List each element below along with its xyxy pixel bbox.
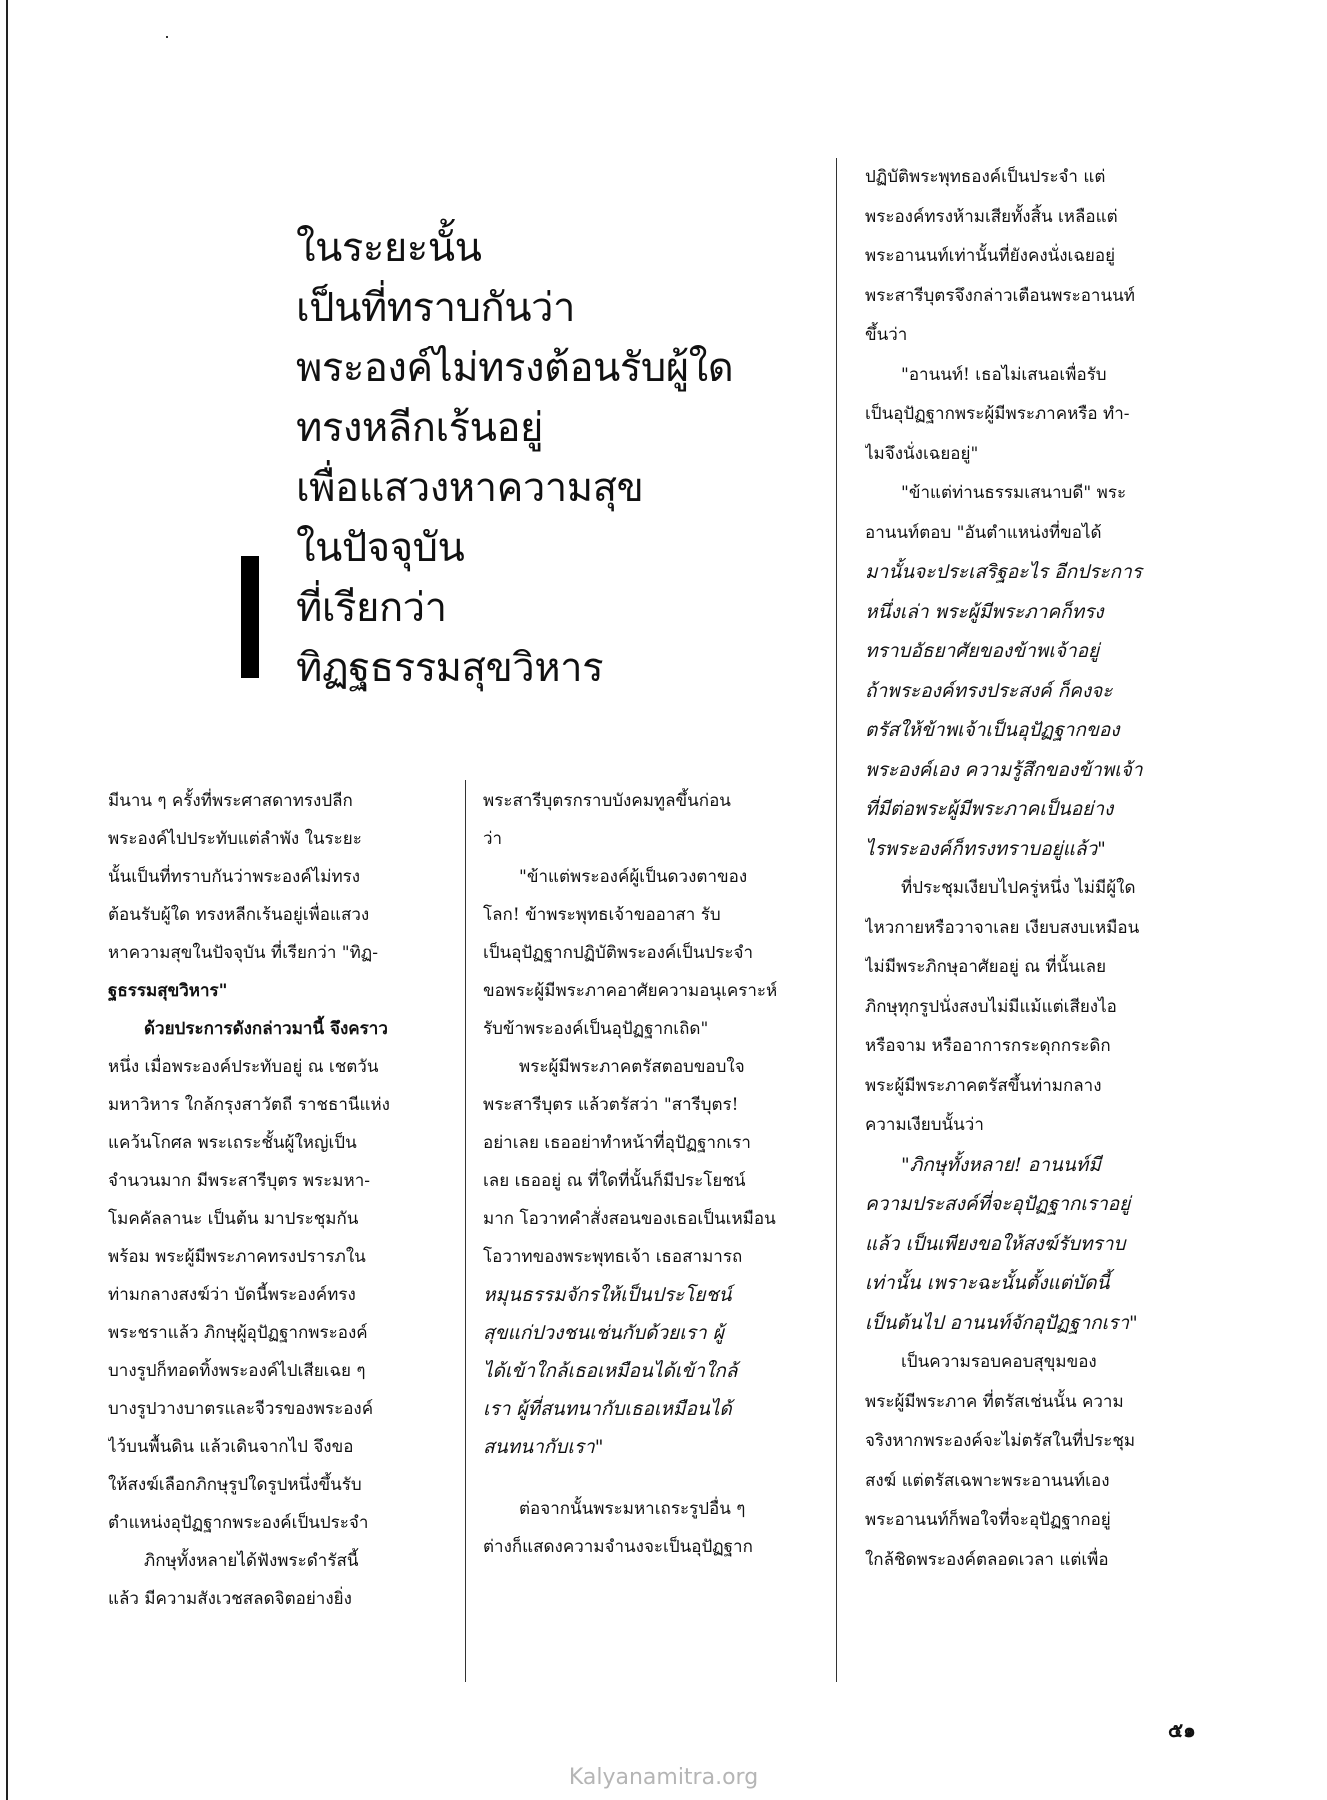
text-line: ไรพระองค์ก็ทรงทราบอยู่แล้ว" [865, 837, 1106, 860]
middle-column [483, 782, 818, 1566]
text-line: ใกล้ชิดพระองค์ตลอดเวลา แต่เพื่อ [865, 1549, 1109, 1570]
column-rule-left [465, 780, 466, 1682]
text-line: ตำแหน่งอุปัฏฐากพระองค์เป็นประจำ [108, 1513, 369, 1533]
text-line: ไหวกายหรือวาจาเลย เงียบสงบเหมือน [865, 917, 1140, 938]
text-line: ต่อจากนั้นพระมหาเถระรูปอื่น ๆ [519, 1499, 746, 1519]
pull-quote-line: เป็นที่ทราบกันว่า [296, 285, 575, 331]
text-line: พระชราแล้ว ภิกษุผู้อุปัฏฐากพระองค์ [108, 1323, 368, 1343]
text-line: เท่านั้น เพราะฉะนั้นตั้งแต่บัดนี้ [865, 1272, 1110, 1294]
text-line: บางรูปก็ทอดทิ้งพระองค์ไปเสียเฉย ๆ [108, 1361, 366, 1381]
text-line: พระสารีบุตร แล้วตรัสว่า "สารีบุตร! [483, 1095, 739, 1115]
text-line: ความประสงค์ที่จะอุปัฏฐากเราอยู่ [865, 1193, 1131, 1215]
text-line: หนึ่งเล่า พระผู้มีพระภาคก็ทรง [865, 600, 1104, 623]
text-line: อานนท์ตอบ "อันตำแหน่งที่ขอได้ [865, 522, 1102, 543]
text-line: ต่างก็แสดงความจำนงจะเป็นอุปัฏฐาก [483, 1537, 753, 1557]
text-line: ฐธรรมสุขวิหาร" [108, 981, 228, 1001]
text-line: พระสารีบุตรกราบบังคมทูลขึ้นก่อน [483, 791, 731, 811]
text-line: ได้เข้าใกล้เธอเหมือนได้เข้าใกล้ [483, 1360, 738, 1382]
text-line: ที่ประชุมเงียบไปครู่หนึ่ง ไม่มีผู้ใด [901, 878, 1136, 898]
text-line: มีนาน ๆ ครั้งที่พระศาสดาทรงปลีก [108, 791, 353, 811]
pull-quote-line: ที่เรียกว่า [296, 585, 447, 631]
text-line: หาความสุขในปัจจุบัน ที่เรียกว่า "ทิฏ- [108, 943, 378, 963]
text-line: "ข้าแต่พระองค์ผู้เป็นดวงตาของ [519, 867, 748, 887]
text-line: จำนวนมาก มีพระสารีบุตร พระมหา- [108, 1171, 371, 1191]
text-line: หนึ่ง เมื่อพระองค์ประทับอยู่ ณ เชตวัน [108, 1057, 379, 1077]
text-line: หรือจาม หรืออาการกระดุกกระดิก [865, 1036, 1111, 1056]
pull-quote-bar [241, 556, 259, 678]
text-line: ไมจึงนั่งเฉยอยู่" [865, 443, 979, 464]
text-line: โอวาทของพระพุทธเจ้า เธอสามารถ [483, 1247, 743, 1267]
text-line: ความเงียบนั้นว่า [865, 1115, 984, 1135]
text-line: ไม่มีพระภิกษุอาศัยอยู่ ณ ที่นั้นเลย [865, 957, 1107, 977]
text-line: ภิกษุทุกรูปนั่งสงบไม่มีแม้แต่เสียงไอ [865, 996, 1117, 1017]
text-line: เป็นอุปัฏฐากพระผู้มีพระภาคหรือ ทำ- [865, 404, 1130, 424]
text-line: พระองค์ไปประทับแต่ลำพัง ในระยะ [108, 829, 362, 849]
text-line: พระผู้มีพระภาคตรัสขึ้นท่ามกลาง [865, 1075, 1102, 1096]
text-line: มานั้นจะประเสริฐอะไร อีกประการ [865, 561, 1142, 583]
text-line: พระอานนท์ก็พอใจที่จะอุปัฏฐากอยู่ [865, 1510, 1111, 1530]
text-line: สงฆ์ แต่ตรัสเฉพาะพระอานนท์เอง [865, 1470, 1110, 1491]
text-line: แล้ว เป็นเพียงขอให้สงฆ์รับทราบ [865, 1232, 1126, 1255]
text-line: พระองค์ทรงห้ามเสียทั้งสิ้น เหลือแต่ [865, 206, 1118, 227]
text-line: ไว้บนพื้นดิน แล้วเดินจากไป จึงขอ [108, 1437, 354, 1457]
text-line: "ภิกษุทั้งหลาย! อานนท์มี [901, 1153, 1101, 1176]
text-line: พระผู้มีพระภาคตรัสตอบขอบใจ [519, 1057, 745, 1077]
text-line: เป็นความรอบคอบสุขุมของ [901, 1352, 1097, 1372]
text-line: เลย เธออยู่ ณ ที่ใดที่นั้นก็มีประโยชน์ [483, 1171, 746, 1191]
text-line: สนทนากับเรา" [483, 1436, 604, 1458]
text-line: ต้อนรับผู้ใด ทรงหลีกเร้นอยู่เพื่อแสวง [108, 905, 370, 925]
text-line: จริงหากพระองค์จะไม่ตรัสในที่ประชุม [865, 1431, 1136, 1451]
text-line: แล้ว มีความสังเวชสลดจิตอย่างยิ่ง [108, 1589, 352, 1609]
text-line: ขอพระผู้มีพระภาคอาศัยความอนุเคราะห์ [483, 981, 778, 1001]
text-line: โมคคัลลานะ เป็นต้น มาประชุมกัน [108, 1209, 359, 1229]
pull-quote-line: พระองค์ไม่ทรงต้อนรับผู้ใด [296, 345, 734, 391]
text-line: พร้อม พระผู้มีพระภาคทรงปรารภใน [108, 1247, 366, 1267]
scan-speck [166, 36, 168, 38]
text-line: "อานนท์! เธอไม่เสนอเพื่อรับ [901, 364, 1107, 385]
text-line: พระองค์เอง ความรู้สึกของข้าพเจ้า [865, 758, 1143, 781]
text-line: ปฏิบัติพระพุทธองค์เป็นประจำ แต่ [865, 167, 1106, 187]
text-line: ตรัสให้ข้าพเจ้าเป็นอุปัฏฐากของ [865, 719, 1120, 741]
text-line: นั้นเป็นที่ทราบกันว่าพระองค์ไม่ทรง [108, 867, 361, 887]
text-line: อย่าเลย เธออย่าทำหน้าที่อุปัฏฐากเรา [483, 1133, 751, 1153]
paragraph-gap [483, 1466, 818, 1490]
column-rule-right [836, 158, 837, 1682]
page-number: ๕๑ [1168, 1718, 1196, 1742]
text-line: ว่า [483, 829, 503, 849]
text-line: เป็นต้นไป อานนท์จักอุปัฏฐากเรา" [865, 1311, 1138, 1334]
text-line: พระอานนท์เท่านั้นที่ยังคงนั่งเฉยอยู่ [865, 246, 1116, 266]
pull-quote-line: ทิฏฐธรรมสุขวิหาร [296, 645, 604, 691]
text-line: บางรูปวางบาตรและจีวรของพระองค์ [108, 1399, 374, 1419]
text-line: ถ้าพระองค์ทรงประสงค์ ก็คงจะ [865, 679, 1113, 702]
footer-credit: Kalyanamitra.org [568, 1765, 759, 1790]
page-edge-line [6, 0, 8, 1800]
text-line: เป็นอุปัฏฐากปฏิบัติพระองค์เป็นประจำ [483, 943, 754, 963]
text-line: หมุนธรรมจักรให้เป็นประโยชน์ [483, 1284, 732, 1306]
text-line: ด้วยประการดังกล่าวมานี้ จึงคราว [144, 1019, 388, 1039]
text-line: มาก โอวาทคำสั่งสอนของเธอเป็นเหมือน [483, 1209, 776, 1229]
pull-quote [296, 218, 756, 698]
text-line: สุขแก่ปวงชนเช่นกับด้วยเรา ผู้ [483, 1322, 724, 1344]
pull-quote-line: ทรงหลีกเร้นอยู่ [296, 405, 543, 451]
text-line: รับข้าพระองค์เป็นอุปัฏฐากเถิด" [483, 1019, 709, 1039]
text-line: พระสารีบุตรจึงกล่าวเตือนพระอานนท์ [865, 285, 1135, 306]
text-line: ภิกษุทั้งหลายได้ฟังพระดำรัสนี้ [144, 1551, 359, 1571]
pull-quote-line: ในปัจจุบัน [296, 525, 465, 571]
right-column [865, 158, 1195, 1580]
text-line: เรา ผู้ที่สนทนากับเธอเหมือนได้ [483, 1398, 732, 1420]
text-line: พระผู้มีพระภาค ที่ตรัสเช่นนั้น ความ [865, 1391, 1124, 1412]
text-line: ให้สงฆ์เลือกภิกษุรูปใดรูปหนึ่งขึ้นรับ [108, 1475, 362, 1495]
text-line: ท่ามกลางสงฆ์ว่า บัดนี้พระองค์ทรง [108, 1285, 356, 1305]
left-column [108, 782, 448, 1618]
text-line: มหาวิหาร ใกล้กรุงสาวัตถี ราชธานีแห่ง [108, 1095, 390, 1115]
text-line: ที่มีต่อพระผู้มีพระภาคเป็นอย่าง [865, 798, 1114, 820]
text-line: ทราบอัธยาศัยของข้าพเจ้าอยู่ [865, 640, 1100, 662]
text-line: แคว้นโกศล พระเถระชั้นผู้ใหญ่เป็น [108, 1133, 357, 1153]
text-line: โลก! ข้าพระพุทธเจ้าขออาสา รับ [483, 905, 721, 925]
text-line: ขึ้นว่า [865, 325, 908, 345]
text-line: "ข้าแต่ท่านธรรมเสนาบดี" พระ [901, 483, 1127, 503]
pull-quote-line: ในระยะนั้น [296, 225, 482, 271]
pull-quote-line: เพื่อแสวงหาความสุข [296, 465, 644, 511]
